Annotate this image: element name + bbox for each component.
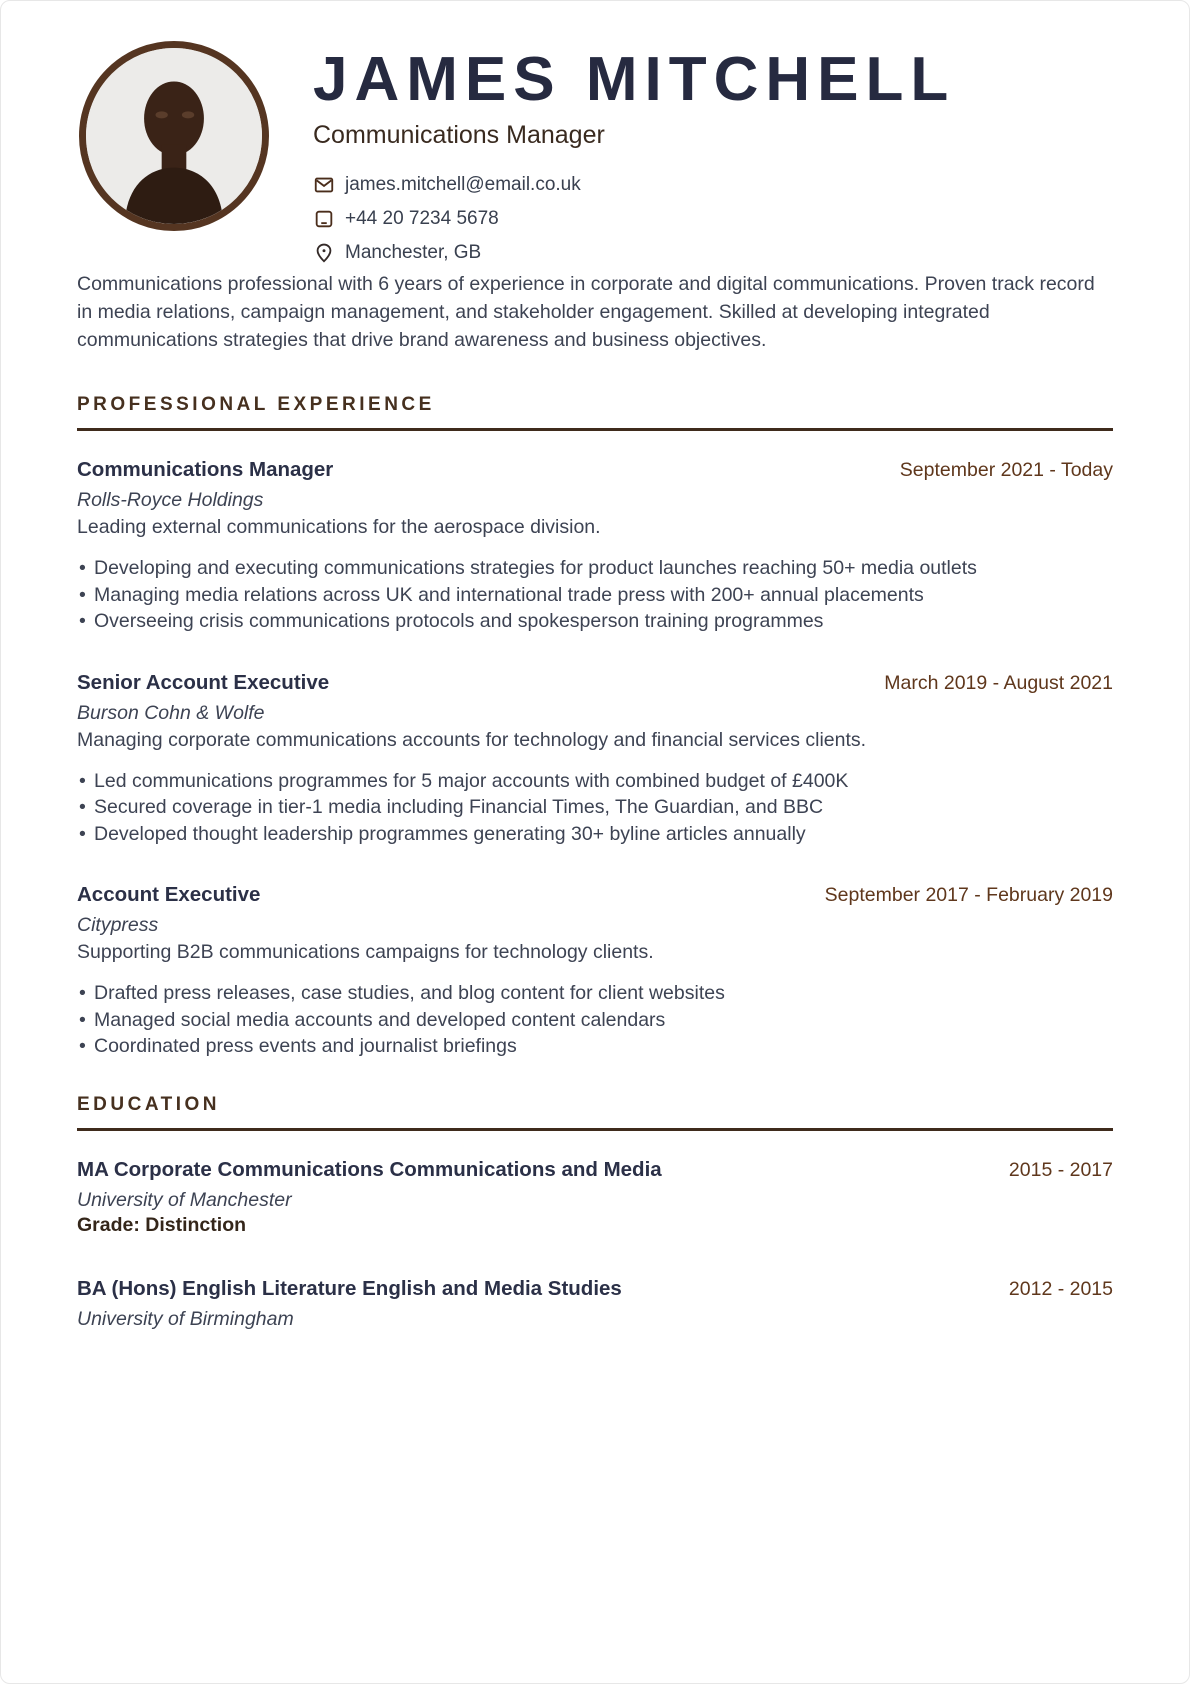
job-company: Burson Cohn & Wolfe [77, 701, 265, 724]
contact-list [313, 174, 955, 264]
contact-email-text: james.mitchell@email.co.uk [345, 174, 581, 195]
job-title: Account Executive [77, 883, 261, 906]
job-bullet: • Developing and executing communications strategies for product launches reaching 50+ media outlets [77, 555, 1113, 582]
education-grade: Grade: Distinction [77, 1213, 247, 1236]
job-bullet: • Overseeing crisis communications protocols and spokesperson training programmes [77, 608, 1113, 635]
education-rule [77, 1128, 1113, 1131]
job-dates: March 2019 - August 2021 [884, 671, 1113, 694]
candidate-title: Communications Manager [313, 121, 605, 149]
experience-rule [77, 428, 1113, 431]
job-bullet-list [77, 555, 1113, 635]
profile-photo [79, 41, 269, 231]
job-description: Managing corporate communications accounts for technology and financial services clients. [77, 728, 867, 751]
job-company: Citypress [77, 914, 159, 936]
section-professional-experience [1, 394, 1189, 1060]
degree-title: BA (Hons) English Literature English and Media Studies [77, 1276, 622, 1300]
header-info [313, 41, 955, 264]
job-bullet: • Managed social media accounts and developed content calendars [77, 1007, 1113, 1034]
location-icon [313, 242, 335, 264]
candidate-name: JAMES MITCHELL [313, 45, 956, 114]
section-education [1, 1094, 1189, 1331]
mail-icon [313, 174, 335, 196]
job-bullet: • Developed thought leadership programmes generating 30+ byline articles annually [77, 821, 1113, 848]
education-entry-head [77, 1158, 1113, 1182]
job-bullet-list [77, 768, 1113, 848]
job-company: Rolls-Royce Holdings [77, 489, 264, 511]
education-entry-head [77, 1277, 1113, 1301]
job-bullet: • Drafted press releases, case studies, and blog content for client websites [77, 980, 1113, 1007]
job-entry-head [77, 883, 1113, 907]
contact-location [313, 242, 955, 264]
contact-email [313, 174, 955, 196]
job-entry [77, 458, 1113, 635]
school-name: University of Manchester [77, 1188, 292, 1211]
job-entry-head [77, 671, 1113, 695]
education-dates: 2015 - 2017 [1008, 1158, 1113, 1181]
school-name: University of Birmingham [77, 1307, 294, 1330]
profile-photo-silhouette [86, 48, 262, 224]
job-bullet: • Led communications programmes for 5 major accounts with combined budget of £400K [77, 768, 1113, 795]
education-dates: 2012 - 2015 [1008, 1277, 1113, 1300]
experience-heading: PROFESSIONAL EXPERIENCE [77, 394, 435, 415]
job-entry-head [77, 458, 1113, 482]
job-bullet: • Secured coverage in tier-1 media including Financial Times, The Guardian, and BBC [77, 794, 1113, 821]
contact-location-text: Manchester, GB [345, 242, 482, 263]
job-entry [77, 883, 1113, 1060]
job-title: Communications Manager [77, 458, 334, 481]
job-dates: September 2017 - February 2019 [824, 884, 1113, 906]
phone-icon [313, 208, 335, 230]
job-dates: September 2021 - Today [899, 459, 1113, 481]
education-heading: EDUCATION [77, 1093, 221, 1115]
resume-header [1, 1, 1189, 264]
degree-title: MA Corporate Communications Communications and Media [77, 1157, 662, 1181]
professional-summary: Communications professional with 6 years of experience in corporate and digital communications. Proven track record in media relations, campaign management, and stakeholder engagement. Skilled at developing integrated communications strategies that drive brand awareness and business objectives. [77, 273, 1095, 351]
education-entry [77, 1158, 1113, 1237]
contact-phone-text: +44 20 7234 5678 [345, 208, 499, 229]
job-title: Senior Account Executive [77, 670, 330, 694]
job-bullet-list [77, 980, 1113, 1060]
job-bullet: • Coordinated press events and journalist briefings [77, 1033, 1113, 1060]
job-entry [77, 671, 1113, 848]
job-description: Leading external communications for the aerospace division. [77, 516, 601, 538]
job-bullet: • Managing media relations across UK and international trade press with 200+ annual placements [77, 582, 1113, 609]
education-entry [77, 1277, 1113, 1331]
job-description: Supporting B2B communications campaigns for technology clients. [77, 941, 654, 963]
contact-phone [313, 208, 955, 230]
